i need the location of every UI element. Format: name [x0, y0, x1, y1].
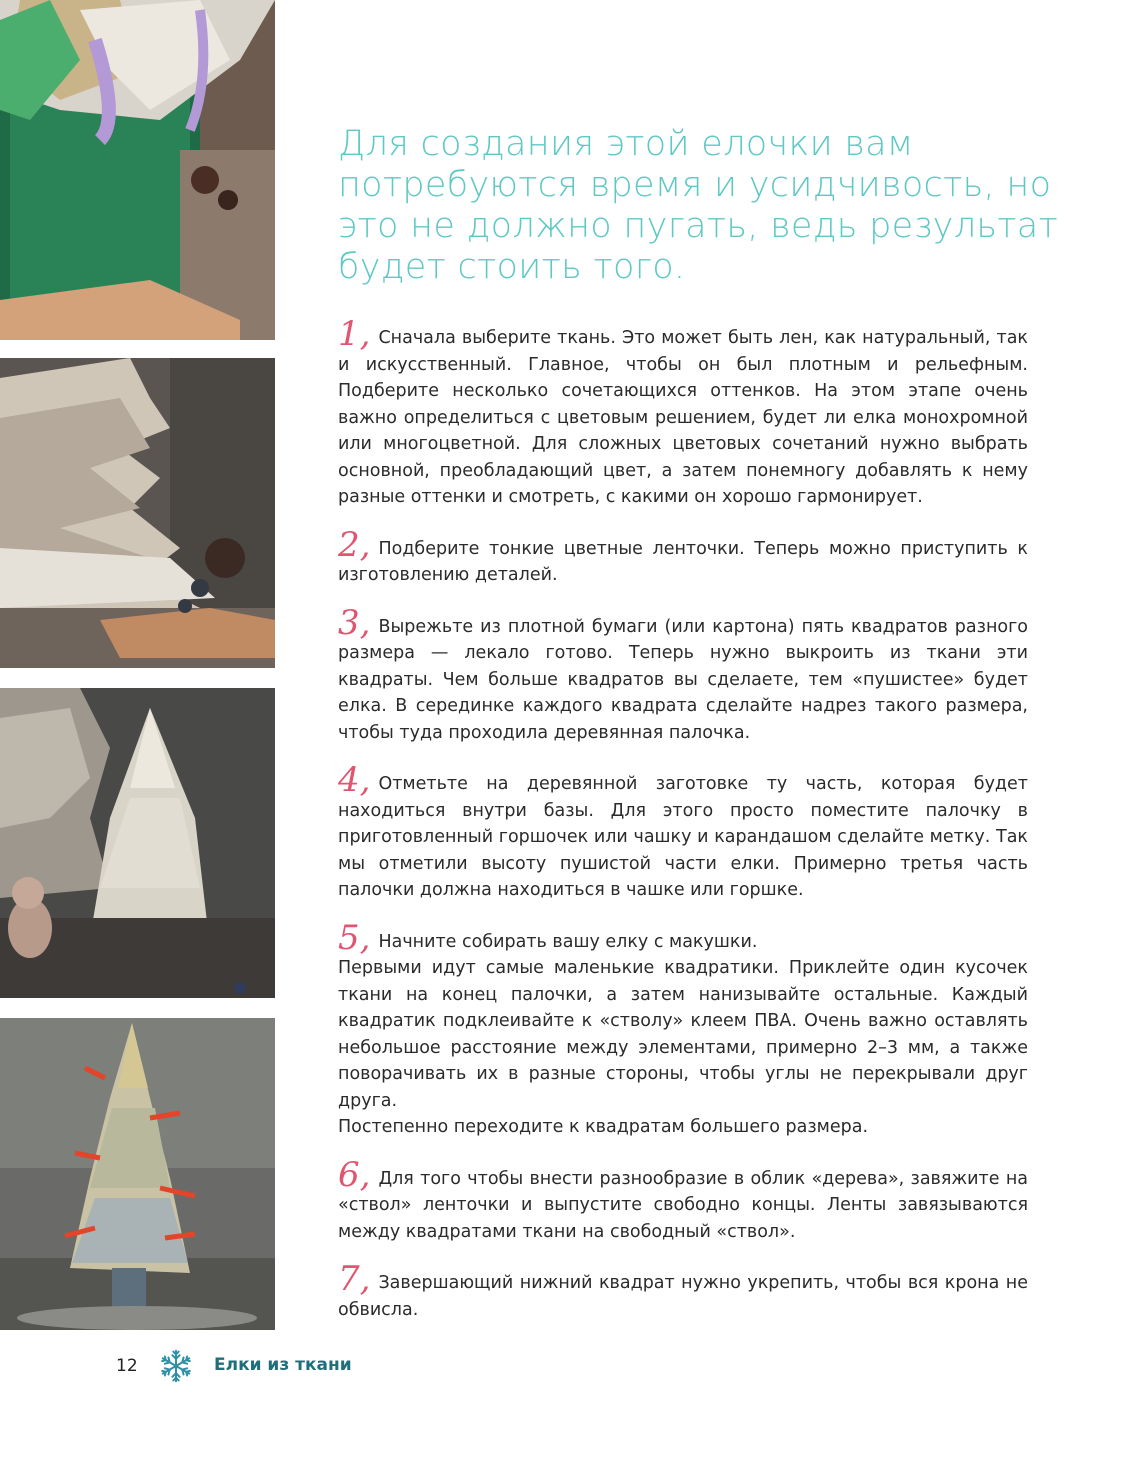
step-text: Для того чтобы внести разнообразие в облик «дерева», завяжите на «ствол» ленточки и выпустите свободно концы. Ленты завязываются между квадратами ткани на свободный «ствол».: [338, 1168, 1028, 1242]
step-3: [338, 602, 1028, 747]
step-paragraph: [338, 314, 1028, 511]
step-text: Сначала выберите ткань. Это может быть лен, как натуральный, так и искусственный. Главное, чтобы он был плотным и рельефным. Подберите несколько сочетающихся оттенков. На этом этапе очень важно определиться с цветовым решением, будет ли елка монохромной или многоцветной. Для сложных цветовых сочетаний нужно выбрать основной, преобладающий цвет, а затем понемногу добавлять к нему разные оттенки и смотреть, с какими он хорошо гармонирует.: [338, 328, 1028, 507]
photo-fabric-tree-with-toy: [0, 688, 275, 998]
step-paragraph: [338, 602, 1028, 747]
step-paragraph: [338, 1259, 1028, 1323]
step-paragraph: [338, 917, 1028, 958]
step-paragraph: [338, 1154, 1028, 1246]
step-text: Вырежьте из плотной бумаги (или картона) пять квадратов разного размера — лекало готово. Теперь нужно выкроить из ткани эти квадраты. Чем больше квадратов вы сделаете, тем «пушистее» будет елка. В серединке каждого квадрата сделайте надрез такого размера, чтобы туда проходила деревянная палочка.: [338, 616, 1028, 743]
photo-fabric-tree-closeup: [0, 358, 275, 668]
page-number: 12: [116, 1356, 138, 1376]
step-1: [338, 314, 1028, 511]
step-6: [338, 1154, 1028, 1246]
photo-colorful-tree-ribbons: [0, 1018, 275, 1330]
step-number: 4,: [338, 760, 371, 800]
step-paragraph: Постепенно переходите к квадратам большего размера.: [338, 1117, 869, 1137]
step-text: Завершающий нижний квадрат нужно укрепить, чтобы вся крона не обвисла.: [338, 1273, 1028, 1320]
photo-fabric-scraps-bottle: [0, 0, 275, 340]
step-number: 1,: [338, 314, 371, 354]
step-number: 5,: [338, 917, 371, 958]
step-4: [338, 760, 1028, 904]
step-number: 2,: [338, 524, 371, 565]
chapter-title: Елки из ткани: [214, 1355, 352, 1375]
step-5: [338, 917, 1028, 1141]
steps-list: [338, 314, 1028, 1345]
step-text: Начните собирать вашу елку с макушки.: [378, 931, 758, 952]
step-paragraph: [338, 760, 1028, 904]
step-paragraph: [338, 524, 1028, 589]
intro-heading: Для создания этой елочки вам потребуются время и усидчивость, но это не должно пугать, ведь результат будет стоить того.: [338, 124, 1059, 287]
step-paragraph: Первыми идут самые маленькие квадратики. Приклейте один кусочек ткани на конец палочки, а затем нанизывайте остальные. Каждый квадратик подклеивайте к «стволу» клеем ПВА. Очень важно оставлять небольшое расстояние между элементами, примерно 2–3 мм, а также поворачивать их в разные стороны, чтобы углы не перекрывали друг друга.: [338, 958, 1028, 1111]
step-number: 6,: [338, 1154, 371, 1195]
snowflake-icon: [158, 1348, 194, 1384]
step-number: 3,: [338, 602, 371, 643]
step-number: 7,: [338, 1259, 371, 1299]
step-2: [338, 524, 1028, 589]
step-7: [338, 1259, 1028, 1323]
step-text: Подберите тонкие цветные ленточки. Теперь можно приступить к изготовлению деталей.: [338, 538, 1028, 585]
step-text: Отметьте на деревянной заготовке ту часть, которая будет находиться внутри базы. Для этого просто поместите палочку в приготовленный горшочек или чашку и карандашом сделайте метку. Так мы отметили высоту пушистой части елки. Примерно третья часть палочки должна находиться в чашке или горшке.: [338, 774, 1028, 900]
